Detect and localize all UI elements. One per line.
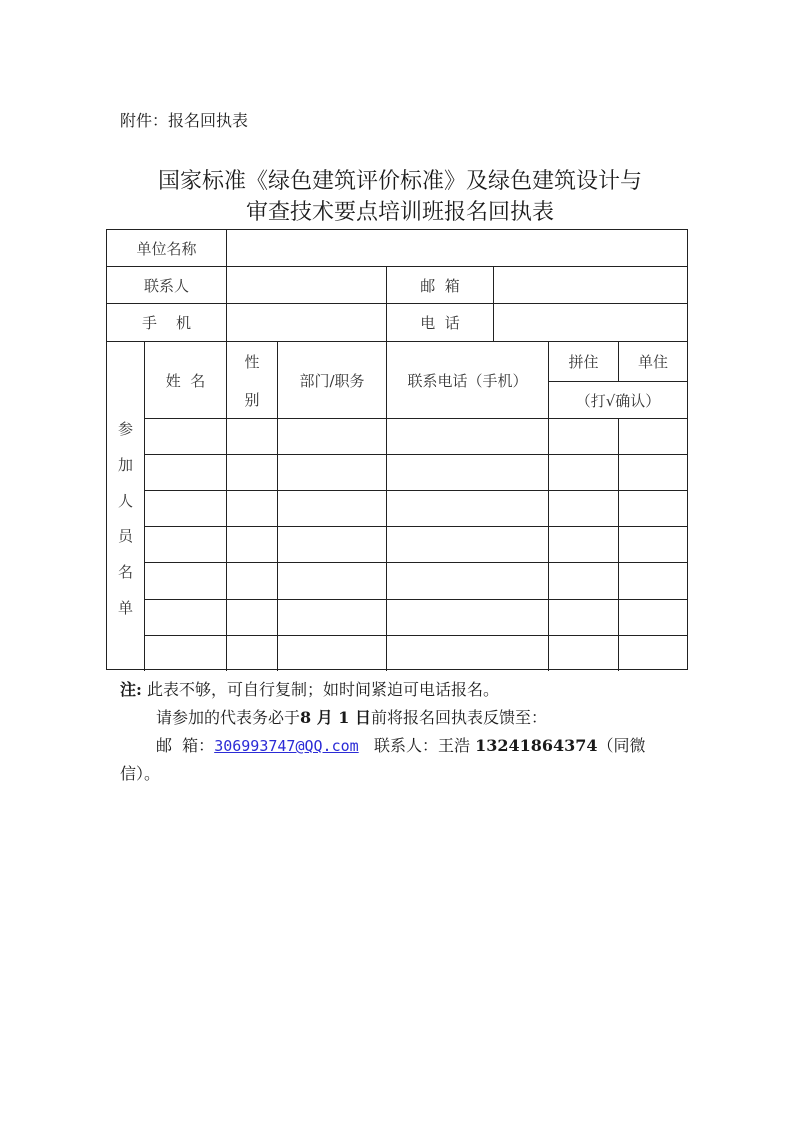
email-label: 邮 箱	[420, 276, 460, 295]
col-single-room-header: 单住	[637, 353, 668, 371]
page-title-line2: 审查技术要点培训班报名回执表	[245, 200, 554, 225]
col-shared-room-header: 拼住	[568, 353, 599, 371]
note-line2a: 请参加的代表务必于	[156, 708, 301, 727]
participants-char: 参	[117, 420, 133, 438]
gender-top: 性	[244, 352, 260, 371]
notes	[120, 676, 680, 788]
col-name-header: 姓 名	[165, 371, 206, 390]
email-link[interactable]: 306993747@QQ.com	[214, 737, 359, 755]
phone-input[interactable]	[494, 304, 687, 341]
col-gender-header	[227, 342, 277, 418]
phone-label: 电 话	[420, 314, 460, 332]
participants-char: 员	[117, 527, 133, 546]
participants-char: 名	[117, 563, 133, 582]
note-prefix: 注:	[120, 680, 142, 699]
contact-suffix: （同微	[597, 736, 646, 755]
col-dept-header: 部门/职务	[299, 371, 365, 390]
divider	[618, 418, 619, 671]
participants-label	[107, 418, 144, 618]
page-title-line1: 国家标准《绿色建筑评价标准》及绿色建筑设计与	[157, 169, 642, 194]
deadline-date: 8 月 1 日	[300, 708, 371, 727]
registration-table	[106, 229, 688, 670]
check-note: （打√确认）	[575, 391, 661, 410]
note-line1: 此表不够，可自行复制；如时间紧迫可电话报名。	[147, 680, 500, 699]
contact-name: 联系人：王浩	[373, 736, 470, 755]
gender-bottom: 别	[244, 390, 260, 409]
note-line2b: 前将报名回执表反馈至：	[371, 708, 548, 727]
email-note-label: 邮 箱：	[156, 736, 215, 755]
mobile-label: 手 机	[141, 314, 192, 332]
participants-char: 人	[117, 491, 133, 510]
unit-name-input[interactable]	[227, 230, 687, 266]
contact-input[interactable]	[227, 267, 386, 303]
contact-phone: 13241864374	[475, 736, 598, 755]
email-input[interactable]	[494, 267, 687, 303]
col-phone-header: 联系电话（手机）	[407, 371, 528, 390]
mobile-input[interactable]	[227, 304, 386, 341]
note-line4: 信）。	[120, 764, 161, 783]
contact-label: 联系人	[143, 276, 189, 295]
participants-char: 单	[117, 598, 133, 617]
attachment-label: 附件：报名回执表	[120, 111, 249, 130]
participants-char: 加	[117, 455, 133, 474]
unit-name-label: 单位名称	[136, 239, 197, 258]
